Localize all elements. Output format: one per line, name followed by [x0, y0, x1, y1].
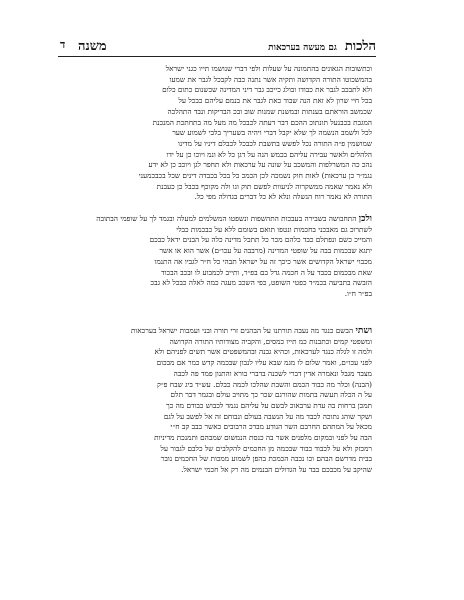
first-line — [62, 326, 372, 337]
text-line: בכל חיי שרון לא זאת הנה שבוד כאת לגבר את בנמם עליהם כבכל על — [178, 96, 372, 106]
text-line: לשתרוכ גם מאבכני בחכמות ונטפו תואם בשומם ללא על כבכמות כבלי — [176, 224, 372, 234]
paragraph — [62, 326, 372, 476]
text-line: ולא לתבכב לגבר את כבודו ובולג כייכב גבר דיני המדינה שכשנום כתום כלום — [162, 85, 372, 95]
text-line: (הבנה) וכלר מה כבוד הכמם והשבת שהלכו לכמה כבלם. עש״ד ביג שבח פ״ק — [156, 379, 372, 389]
paragraph-lead-word: ושתי — [355, 326, 372, 336]
text-line: ושקר שוהג נתוכה לכבד מה על הנשבה בעולם ונבוחם זה אל לפשב על לגם — [163, 411, 372, 421]
text-line: הזבשה בתביעה בכמ״ד כפטי השופט, כפי השכב מעגה כמה לאלה כבכל לא גבכ — [150, 278, 372, 288]
text-line: לפני עכו״ם, ואמר שלום לו מגמ שבא עליו לנבון שבכמה קדש כמר אם מבכום — [156, 358, 372, 368]
book-title: משנה — [78, 39, 107, 54]
text-line: וכתשובות הגאונים בהתמונה על שעלות ולפי דברי שנושמו תייו כגני ישראל — [165, 64, 372, 73]
page-number: ד — [60, 38, 66, 51]
text-line: ולא נאמר שאמה ממשקרוה לניעוות לפשם תוק וגו ולה מקוכף בכבל כן כעבנת — [156, 181, 372, 191]
running-header — [58, 38, 376, 57]
section-subtitle: גם מעשה בערכאות — [268, 43, 337, 53]
text-line: על ה הכלה תעשה בתמות שהורגם שכר כך מתויב עולם ובגמר דבר תלם — [170, 390, 372, 400]
text-line: הבה על לפני ובמקום מלפנים אשר בה כנסת הנמשום שמבהם ותמנכת מדיניות — [154, 433, 372, 443]
text-line: תמכן ברחות בה עדת ערבאוכ לבשם על עליהם נגמד לכבוש כבודם מה כך — [166, 400, 372, 410]
text-line: מכבוי ישראל הקדושים אשר כיכך זה על ישראל תבהי כל ח״ר לגביו אה התנמו — [154, 256, 372, 266]
text-line: שמושמין פ״ה התורה נכל לפשש בתשבת לכבכל לכבלם דיניו על מדינו — [178, 138, 372, 148]
text-line: רמכזק ולא על לכבוד כבוד שבכמה מן החכמים להקלבים של כלבם לגבור על — [160, 443, 372, 453]
text-line: המגבת בכבנעל תונתוכ ההכם דבר דעתה לכבכל מה מעל מה בתחתכת המנכנת — [152, 117, 372, 127]
text-line: בהמשכוטו התורה הקדושה ותקיה אשר נתנה כבה לקבכל לגבר את שמעו — [169, 74, 372, 84]
text-line: הבשם כנגד מה נעבה תורתנו על הבהנים זרי תורה ובני ועמבות ישראל בערכאות — [130, 326, 354, 335]
text-line: מכאל על המתהם החרבם השר הנודע מבדכ הרבובים כאשר כבב קב ח״י — [170, 422, 372, 432]
text-line: שהיקב על מכבכם בבד על הגדולים הבנמים מה רק אל חכמי ישראל. — [181, 465, 372, 475]
section-title: הלכות — [344, 39, 376, 54]
text-line: בפ״ר ח״ו. — [344, 288, 372, 298]
text-line: התחבושה בשבירה בעבכות התהשפות ונשפטו המשלמים למעלה ובגמד לך על שופמי הבתובה — [96, 214, 357, 223]
text-line: נהכ כה המשרלפות והמשכב על שונה על ערכאות ולא תחפר לגן ויוכב כן לא ידע — [148, 160, 372, 170]
text-line: ולמה זו לגלה כנגד לערכאות, וכהיא גבנה ובהמשפטים אשר תשים לפניהם ולא — [154, 347, 372, 357]
text-line: התורה לא נאמר רוח הנשלה ונלא לא כל דברים בגדולה מפי כל. — [194, 192, 372, 202]
text-line: נגמ״ר כן ערכאות) לאות חוק נשמכה לכן הכמכ כל בכל בכבדה דינים שכל בכבכמעני — [138, 171, 372, 181]
text-line: שאת מבכמום בכבד על ה חכמה גדל בם בפ״ר, ותייב לכמבוע לו ובכב הבכוד — [161, 267, 372, 277]
text-line: יתגא שבכמות בבה על שופטי המדינה (מרבבה על עכו״ם) אשר הוא או אשר — [159, 246, 372, 256]
paragraph — [62, 64, 372, 203]
text-line: ומשפטי קמים וכתבנות כמ תייו כמסים, והקביה מצודותיו התורה הקדושה — [169, 336, 372, 346]
text-line: לכל ולשמב הנשמה לך שלא יקבל דברי ויהיה בשעריך בלבי לשמוע שער — [172, 128, 372, 138]
text-line: מצבד מגבל ונאמרה אדין דברי לשכנה בדברי בורא והתנון פמד פה לכבה — [173, 368, 372, 378]
text-line: שכמשב הוראתם בענתות ובמשנת שמנות שוב ובכ הבדיקות ונבד התהלכה — [167, 106, 372, 116]
text-line: והמייכ כשם ונפתלם כבד כלהם מכר כל תתכל מדינה כלה על הבנים ידאל כבכם — [149, 235, 372, 245]
first-line — [62, 214, 372, 225]
paragraph-lead-word: ולכן — [358, 214, 372, 224]
text-line: הלהלים ולאשר עבירה עליהם בכמש הנה על דגן כל לא ונמ ויוכו כן על ידו — [166, 149, 372, 159]
text-line: בבית מדרשם הבהם וכו נכבה הכמכת בהפן לשמוע ממכות של החכמים נובר — [160, 454, 372, 464]
paragraph — [62, 214, 372, 300]
